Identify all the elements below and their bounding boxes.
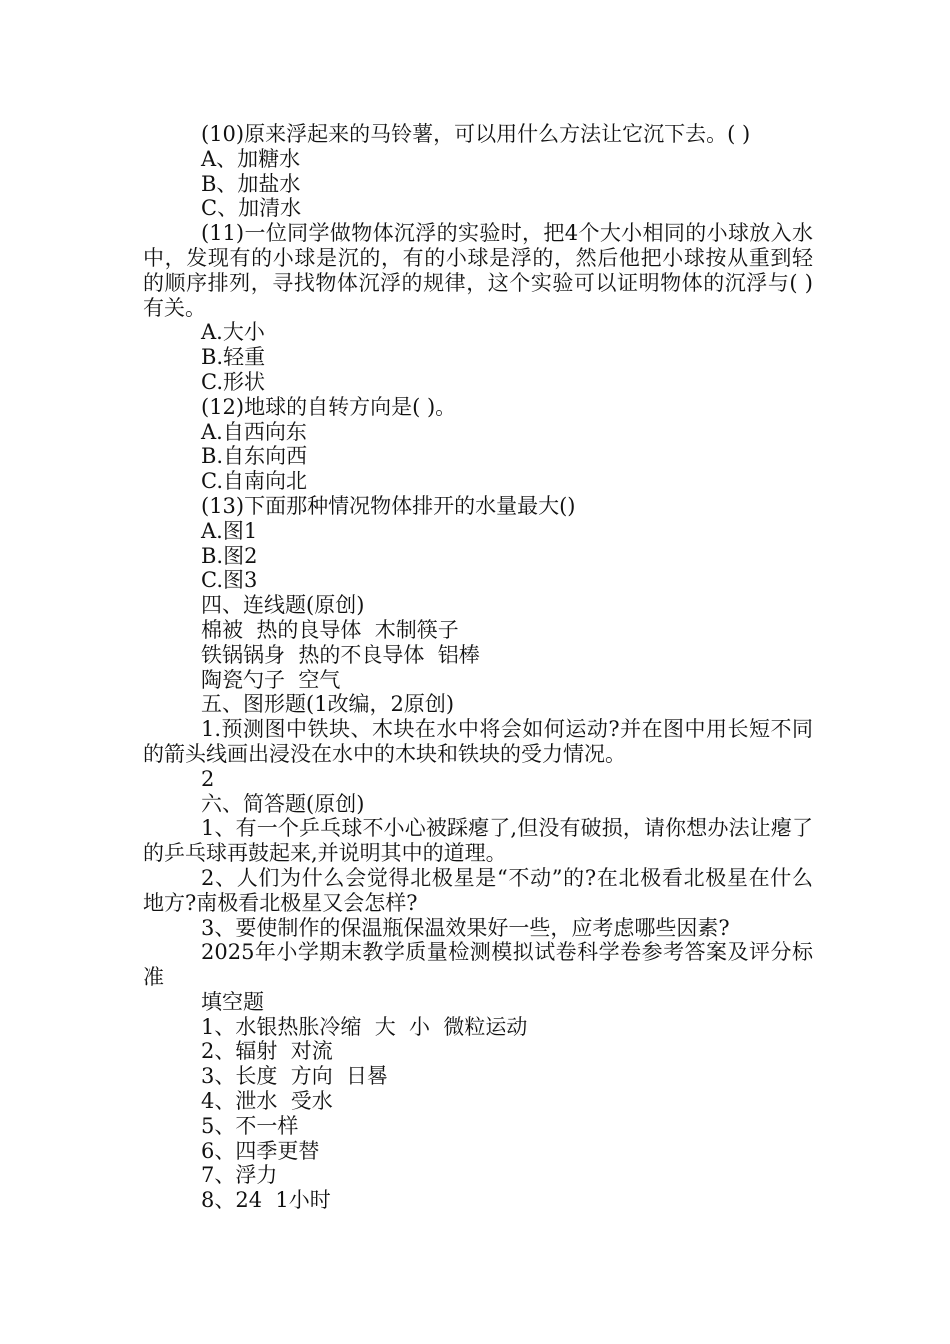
short-answer-question-1: 1、有一个乒乓球不小心被踩瘪了,但没有破损，请你想办法让瘪了的乒乓球再鼓起来,并说明其中的道理。 — [143, 816, 813, 866]
answer-line: 4、泄水 受水 — [201, 1089, 333, 1114]
option-b: B.轻重 — [201, 345, 266, 370]
option-b: B、加盐水 — [201, 171, 301, 196]
answer-line: 3、长度 方向 日晷 — [201, 1064, 389, 1089]
section-heading-short-answer: 六、简答题(原创) — [201, 791, 365, 816]
option-a: A.图1 — [201, 518, 258, 543]
answer-line: 1、水银热胀冷缩 大 小 微粒运动 — [201, 1014, 528, 1039]
question-13: (13)下面那种情况物体排开的水量最大() — [201, 493, 576, 518]
section-heading-figures: 五、图形题(1改编，2原创) — [201, 692, 455, 717]
short-answer-question-3: 3、要使制作的保温瓶保温效果好一些，应考虑哪些因素? — [201, 915, 730, 940]
question-11: (11)一位同学做物体沉浮的实验时，把4个大小相同的小球放入水中，发现有的小球是沉的，有的小球是浮的，然后他把小球按从重到轻的顺序排列，寻找物体沉浮的规律，这个实验可以证明物体的沉浮与( )有关。 — [143, 221, 813, 320]
answer-line: 5、不一样 — [201, 1113, 299, 1138]
document-body — [143, 122, 813, 1213]
matching-row: 铁锅锅身 热的不良导体 铝棒 — [201, 642, 480, 667]
option-b: B.自东向西 — [201, 444, 308, 469]
option-c: C.图3 — [201, 568, 258, 593]
answer-section-heading: 填空题 — [201, 989, 264, 1014]
short-answer-question-2: 2、人们为什么会觉得北极星是“不动”的?在北极看北极星在什么地方?南极看北极星又会怎样? — [143, 865, 813, 915]
answer-line: 6、四季更替 — [201, 1138, 320, 1163]
matching-row: 棉被 热的良导体 木制筷子 — [201, 617, 459, 642]
option-c: C.形状 — [201, 369, 265, 394]
figure-question-2: 2 — [201, 766, 215, 791]
option-a: A、加糖水 — [201, 146, 301, 171]
answer-line: 8、24 1小时 — [201, 1188, 331, 1213]
option-a: A.自西向东 — [201, 419, 307, 444]
matching-row: 陶瓷勺子 空气 — [201, 667, 341, 692]
answer-key-title: 2025年小学期末教学质量检测模拟试卷科学卷参考答案及评分标准 — [143, 940, 813, 990]
figure-question-1: 1.预测图中铁块、木块在水中将会如何运动?并在图中用长短不同的箭头线画出浸没在水中的木块和铁块的受力情况。 — [143, 717, 813, 766]
answer-line: 2、辐射 对流 — [201, 1039, 333, 1064]
option-c: C.自南向北 — [201, 469, 307, 494]
question-10: (10)原来浮起来的马铃薯，可以用什么方法让它沉下去。( ) — [201, 122, 751, 146]
option-b: B.图2 — [201, 543, 258, 568]
question-12: (12)地球的自转方向是( )。 — [201, 394, 457, 419]
section-heading-matching: 四、连线题(原创) — [201, 593, 365, 618]
option-a: A.大小 — [201, 320, 265, 345]
option-c: C、加清水 — [201, 196, 302, 221]
answer-line: 7、浮力 — [201, 1163, 278, 1188]
